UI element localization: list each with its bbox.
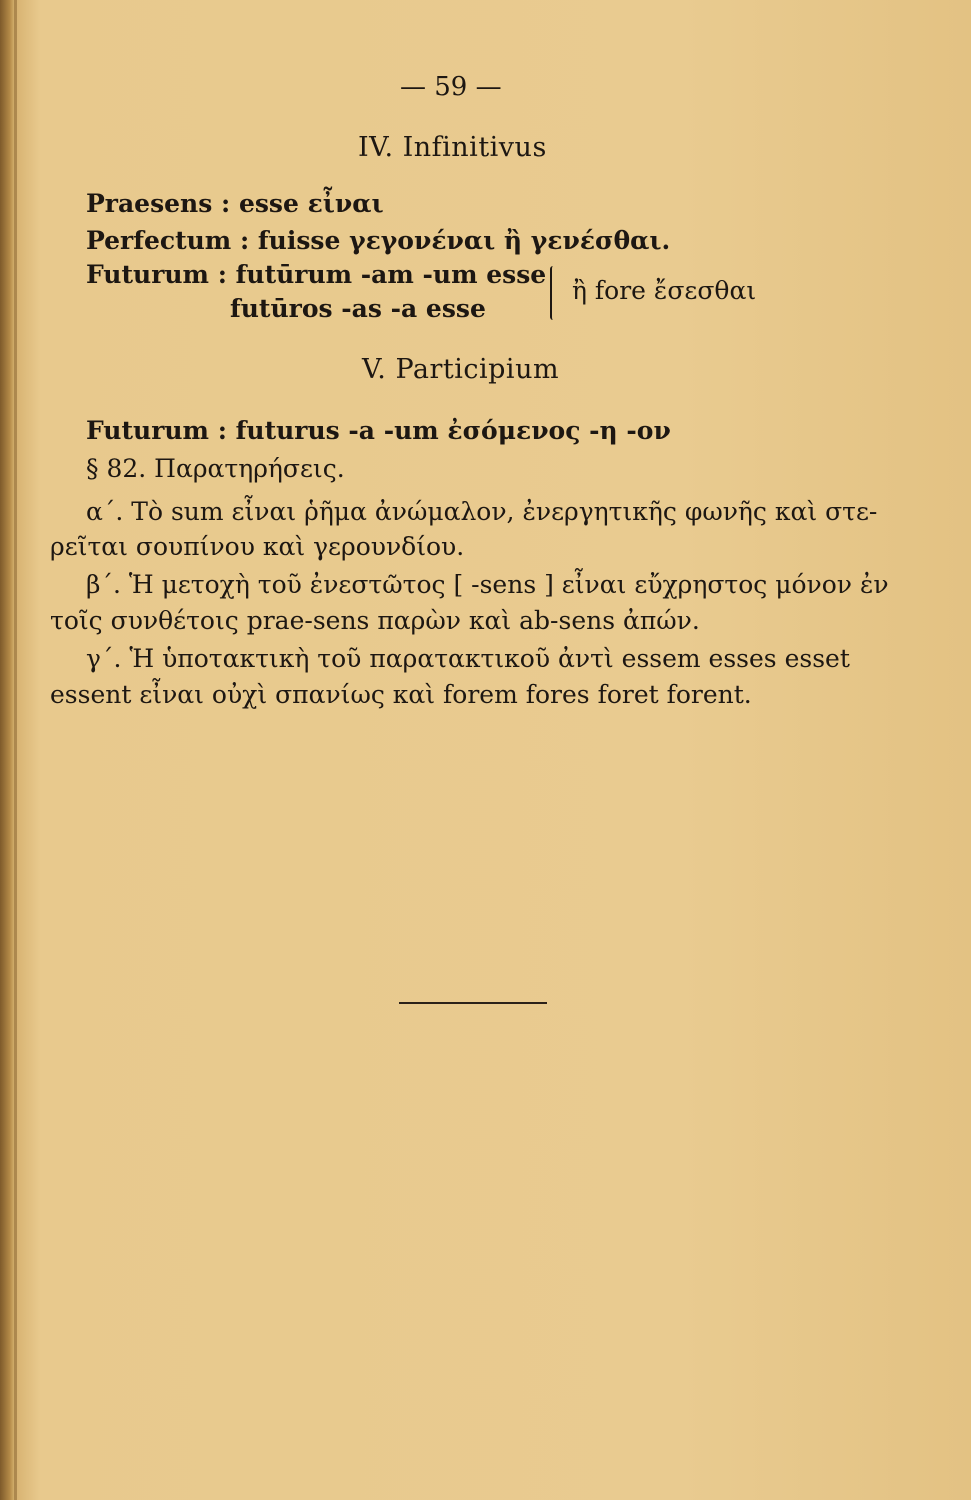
infinitive-praesens-line: Praesens : esse εἶναι — [86, 189, 384, 218]
remark-alpha-line-1: α΄. Τὸ sum εἶναι ῥῆμα ἀνώμαλον, ἐνεργητικῆς φωνῆς καὶ στε- — [86, 497, 878, 526]
book-spine — [0, 0, 14, 1500]
remark-gamma-line-1: γ΄. Ἡ ὑποτακτικὴ τοῦ παρατακτικοῦ ἀντὶ essem esses esset — [86, 644, 850, 673]
section-mark-82: § 82. Παρατηρήσεις. — [86, 454, 345, 483]
page-fold-line — [14, 0, 17, 1500]
section-heading-infinitivus: IV. Infinitivus — [358, 132, 547, 163]
grouping-brace — [550, 266, 558, 320]
infinitive-futurum-line-2: futūros -as -a esse — [230, 294, 486, 323]
remark-alpha-line-2: ρεῖται σουπίνου καὶ γερουνδίου. — [50, 532, 465, 561]
participium-futurum-line: Futurum : futurus -a -um ἐσόμενος -η -ον — [86, 416, 671, 445]
infinitive-perfectum-line: Perfectum : fuisse γεγονέναι ἢ γενέσθαι. — [86, 226, 671, 255]
page-number: — 59 — — [400, 72, 502, 102]
infinitive-futurum-line-1: Futurum : futūrum -am -um esse — [86, 260, 547, 289]
infinitive-futurum-alternative: ἢ fore ἔσεσθαι — [572, 276, 757, 305]
remark-beta-line-1: β΄. Ἡ μετοχὴ τοῦ ἐνεστῶτος [ -sens ] εἶναι εὔχρηστος μόνον ἐν — [86, 570, 889, 599]
end-rule — [399, 1002, 547, 1004]
remark-gamma-line-2: essent εἶναι οὐχὶ σπανίως καὶ forem fores foret forent. — [50, 680, 752, 709]
section-heading-participium: V. Participium — [362, 354, 560, 385]
remark-beta-line-2: τοῖς συνθέτοις prae-sens παρὼν καὶ ab-sens ἀπών. — [50, 606, 700, 635]
